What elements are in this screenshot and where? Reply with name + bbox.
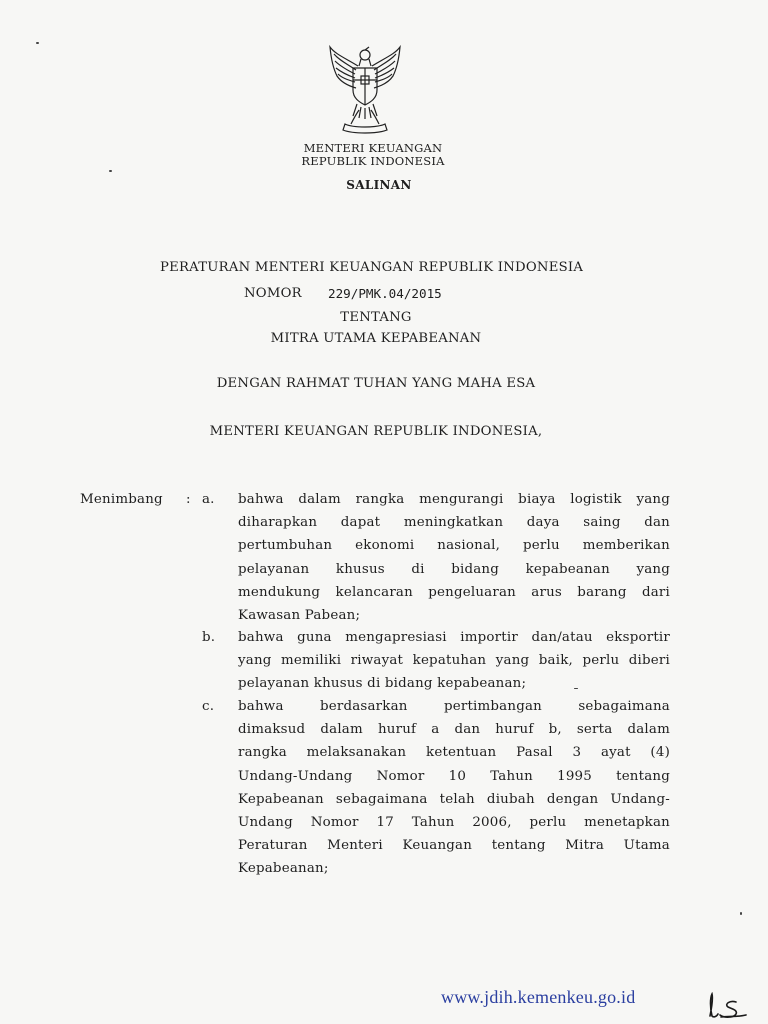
republic-name: REPUBLIK INDONESIA <box>301 154 445 168</box>
clause-line: bahwa guna mengapresiasi importir dan/atau eksportir <box>238 630 670 645</box>
clause-b-letter: b. <box>202 630 216 645</box>
clause-line: Kepabeanan sebagaimana telah diubah dengan Undang- <box>238 791 670 807</box>
regulation-number: 229/PMK.04/2015 <box>328 286 442 301</box>
clause-b <box>238 626 670 696</box>
clause-line: pelayanan khusus di bidang kepabeanan; <box>238 676 527 692</box>
clause-line: rangka melaksanakan ketentuan Pasal 3 ayat (4) <box>238 745 670 761</box>
scan-speck <box>574 688 578 689</box>
copy-stamp: SALINAN <box>346 178 412 192</box>
menimbang-colon: : <box>186 492 191 507</box>
clause-line: diharapkan dapat meningkatkan daya saing dan <box>238 515 670 531</box>
scan-speck <box>740 912 742 915</box>
clause-a <box>238 488 670 627</box>
clause-line: mendukung kelancaran pengeluaran arus barang dari <box>238 584 670 600</box>
clause-line: Undang-Undang Nomor 10 Tahun 1995 tentang <box>238 768 670 784</box>
regulation-subject: MITRA UTAMA KEPABEANAN <box>270 331 482 346</box>
preamble-minister: MENTERI KEUANGAN REPUBLIK INDONESIA, <box>209 424 543 439</box>
clause-a-letter: a. <box>202 492 215 507</box>
menimbang-label: Menimbang <box>80 492 163 507</box>
clause-line: pertumbuhan ekonomi nasional, perlu memberikan <box>238 538 670 554</box>
clause-c <box>238 695 670 881</box>
clause-line: pelayanan khusus di bidang kepabeanan yang <box>238 561 670 577</box>
clause-line: bahwa berdasarkan pertimbangan sebagaimana <box>238 699 670 714</box>
regulation-title: PERATURAN MENTERI KEUANGAN REPUBLIK INDONESIA <box>160 260 584 275</box>
clause-line: Peraturan Menteri Keuangan tentang Mitra Utama <box>238 838 670 854</box>
regulation-number-label: NOMOR <box>244 286 302 301</box>
clause-line: dimaksud dalam huruf a dan huruf b, serta dalam <box>238 722 670 738</box>
clause-line: yang memiliki riwayat kepatuhan yang baik, perlu diberi <box>238 653 670 669</box>
ministry-name: MENTERI KEUANGAN <box>303 141 443 155</box>
clause-line: Kepabeanan; <box>238 861 329 877</box>
clause-line: Undang Nomor 17 Tahun 2006, perlu menetapkan <box>238 815 670 831</box>
scan-speck <box>109 170 112 172</box>
tentang-heading: TENTANG <box>340 310 412 325</box>
scan-speck <box>36 42 39 44</box>
clause-c-letter: c. <box>202 699 215 714</box>
garuda-emblem-icon <box>327 44 403 136</box>
handwritten-initials <box>706 992 750 1020</box>
clause-line: bahwa dalam rangka mengurangi biaya logistik yang <box>238 492 670 507</box>
footer-website-link[interactable]: www.jdih.kemenkeu.go.id <box>441 987 636 1007</box>
clause-line: Kawasan Pabean; <box>238 608 361 624</box>
preamble-rahmat: DENGAN RAHMAT TUHAN YANG MAHA ESA <box>216 376 536 391</box>
